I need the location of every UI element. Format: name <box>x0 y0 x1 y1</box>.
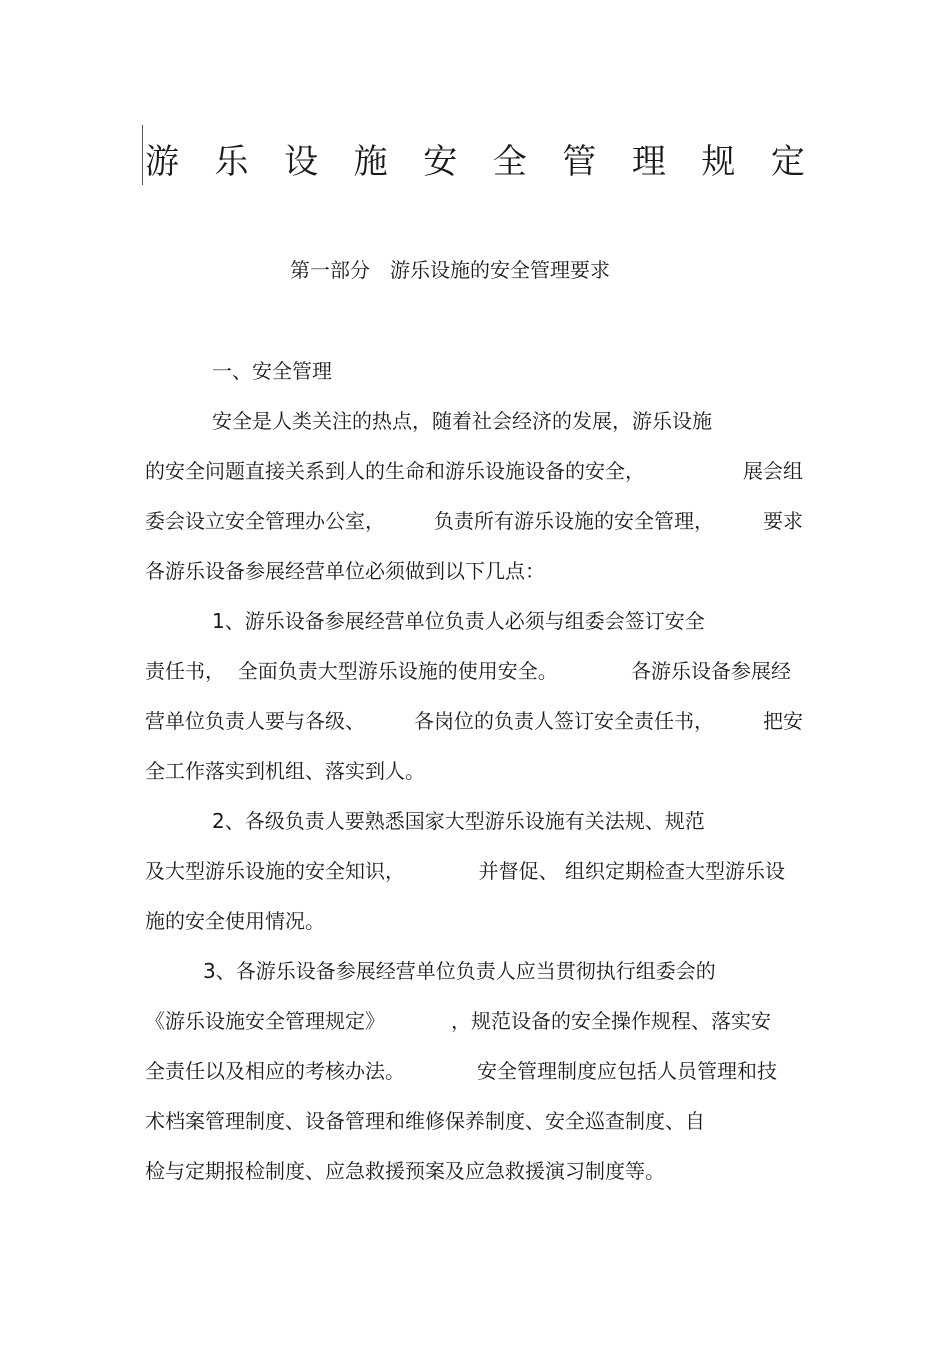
list-item-line: 全工作落实到机组、落实到人。 <box>145 759 425 783</box>
text-segment: 营单位负责人要与各级、 <box>145 709 365 733</box>
text-segment: 安全管理制度应包括人员管理和技 <box>477 1059 777 1083</box>
text-segment: 委会设立安全管理办公室， <box>145 509 385 533</box>
title-char: 游 <box>145 142 179 182</box>
list-item-line <box>145 656 791 686</box>
paragraph-line: 安全是人类关注的热点，随着社会经济的发展，游乐设施 <box>212 409 712 433</box>
list-item-line <box>145 1006 771 1036</box>
title-char: 乐 <box>214 142 249 182</box>
margin-marker-line <box>142 125 143 185</box>
document-title <box>145 136 805 188</box>
text-segment: 各岗位的负责人签订安全责任书， <box>414 709 714 733</box>
list-item-line <box>145 856 785 886</box>
paragraph-line: 各游乐设备参展经营单位必须做到以下几点： <box>145 559 545 583</box>
text-segment: 全责任以及相应的考核办法。 <box>145 1059 405 1083</box>
section-heading: 一、安全管理 <box>212 359 332 383</box>
list-item-line: 术档案管理制度、设备管理和维修保养制度、安全巡查制度、自 <box>145 1109 705 1133</box>
text-segment: 负责所有游乐设施的安全管理， <box>434 509 714 533</box>
text-segment: 《游乐设施安全管理规定》 <box>145 1009 385 1033</box>
text-segment: 把安 <box>763 709 803 733</box>
list-item-line: 施的安全使用情况。 <box>145 909 325 933</box>
section-subtitle: 第一部分 游乐设施的安全管理要求 <box>290 258 610 282</box>
paragraph-line <box>145 456 803 486</box>
title-char: 管 <box>562 142 597 182</box>
list-item-line: 1、游乐设备参展经营单位负责人必须与组委会签订安全 <box>212 609 705 633</box>
list-item-line: 2、各级负责人要熟悉国家大型游乐设施有关法规、规范 <box>212 809 705 833</box>
text-segment: 责任书， 全面负责大型游乐设施的使用安全。 <box>145 659 558 683</box>
list-item-line <box>145 706 803 736</box>
title-char: 理 <box>631 142 666 182</box>
text-segment: 并督促、 组织定期检查大型游乐设 <box>478 859 785 883</box>
list-item-line: 3、各游乐设备参展经营单位负责人应当贯彻执行组委会的 <box>203 959 716 983</box>
text-segment: 及大型游乐设施的安全知识， <box>145 859 405 883</box>
text-segment: 的安全问题直接关系到人的生命和游乐设施设备的安全， <box>145 459 645 483</box>
text-segment: ，规范设备的安全操作规程、落实安 <box>451 1009 771 1033</box>
text-segment: 各游乐设备参展经 <box>631 659 791 683</box>
text-segment: 展会组 <box>743 459 803 483</box>
title-char: 规 <box>701 142 736 182</box>
title-char: 施 <box>353 142 388 182</box>
title-char: 全 <box>492 142 527 182</box>
paragraph-line <box>145 506 803 536</box>
list-item-line <box>145 1056 777 1086</box>
title-char: 设 <box>284 142 319 182</box>
list-item-line: 检与定期报检制度、应急救援预案及应急救援演习制度等。 <box>145 1159 665 1183</box>
title-char: 安 <box>423 142 458 182</box>
title-char: 定 <box>770 142 805 182</box>
text-segment: 要求 <box>763 509 803 533</box>
